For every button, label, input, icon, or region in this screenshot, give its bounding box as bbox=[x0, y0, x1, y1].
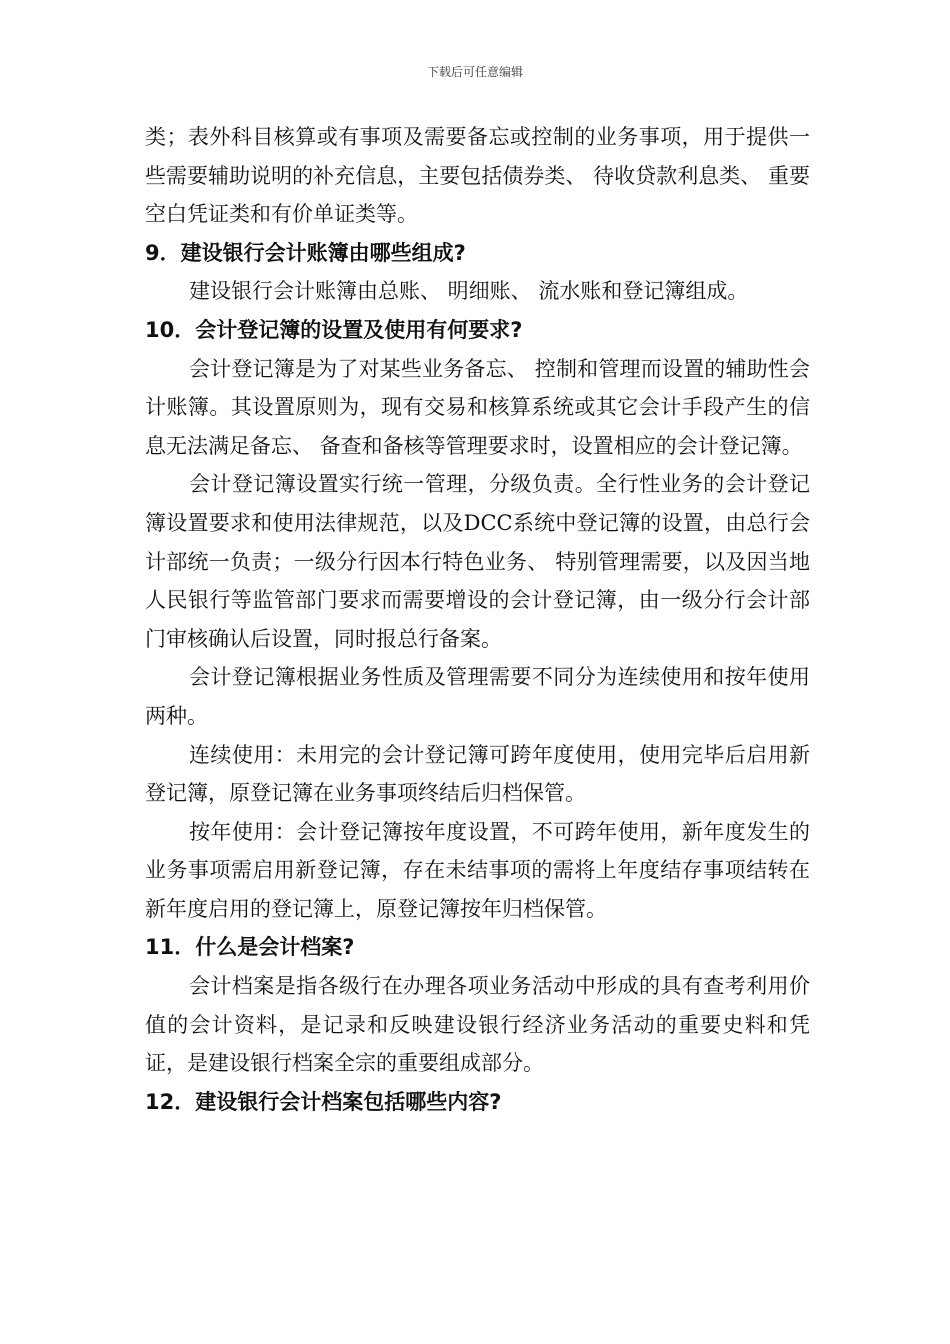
question-heading-11: 11．什么是会计档案? bbox=[145, 935, 355, 960]
question-heading-9: 9．建设银行会计账簿由哪些组成? bbox=[145, 240, 466, 265]
answer-paragraph-10-b: 会计登记簿设置实行统一管理，分级负责。全行性业务的会计登记簿设置要求和使用法律规范，以及DCC系统中登记簿的设置，由总行会计部统一负责；一级分行因本行特色业务、 特别管理需要，以及因当地人民银行等监管部门要求而需要增设的会计登记簿，由一级分行会计部门审核确认后设置，同时报总行备案。 bbox=[145, 472, 810, 651]
answer-paragraph-10-d: 连续使用：未用完的会计登记簿可跨年度使用，使用完毕后启用新登记簿，原登记簿在业务事项终结后归档保管。 bbox=[145, 742, 810, 806]
answer-paragraph-11: 会计档案是指各级行在办理各项业务活动中形成的具有查考利用价值的会计资料，是记录和反映建设银行经济业务活动的重要史料和凭证，是建设银行档案全宗的重要组成部分。 bbox=[145, 974, 810, 1076]
answer-paragraph-10-e: 按年使用：会计登记簿按年度设置，不可跨年使用，新年度发生的业务事项需启用新登记簿，存在未结事项的需将上年度结存事项结转在新年度启用的登记簿上，原登记簿按年归档保管。 bbox=[145, 819, 810, 921]
answer-paragraph-10-a: 会计登记簿是为了对某些业务备忘、 控制和管理而设置的辅助性会计账簿。其设置原则为，现有交易和核算系统或其它会计手段产生的信息无法满足备忘、 备查和备核等管理要求时，设置相应的会计登记簿。 bbox=[145, 356, 810, 458]
question-heading-10: 10．会计登记簿的设置及使用有何要求? bbox=[145, 317, 523, 342]
document-body bbox=[145, 118, 810, 1121]
page-header-note: 下载后可任意编辑 bbox=[426, 65, 523, 79]
answer-paragraph-10-c: 会计登记簿根据业务性质及管理需要不同分为连续使用和按年使用两种。 bbox=[145, 665, 810, 728]
paragraph-continuation: 类；表外科目核算或有事项及需要备忘或控制的业务事项，用于提供一些需要辅助说明的补充信息，主要包括债券类、 待收贷款利息类、 重要空白凭证类和有价单证类等。 bbox=[145, 125, 810, 227]
question-heading-12: 12．建设银行会计档案包括哪些内容? bbox=[145, 1089, 502, 1114]
answer-paragraph-9: 建设银行会计账簿由总账、 明细账、 流水账和登记簿组成。 bbox=[189, 279, 749, 304]
